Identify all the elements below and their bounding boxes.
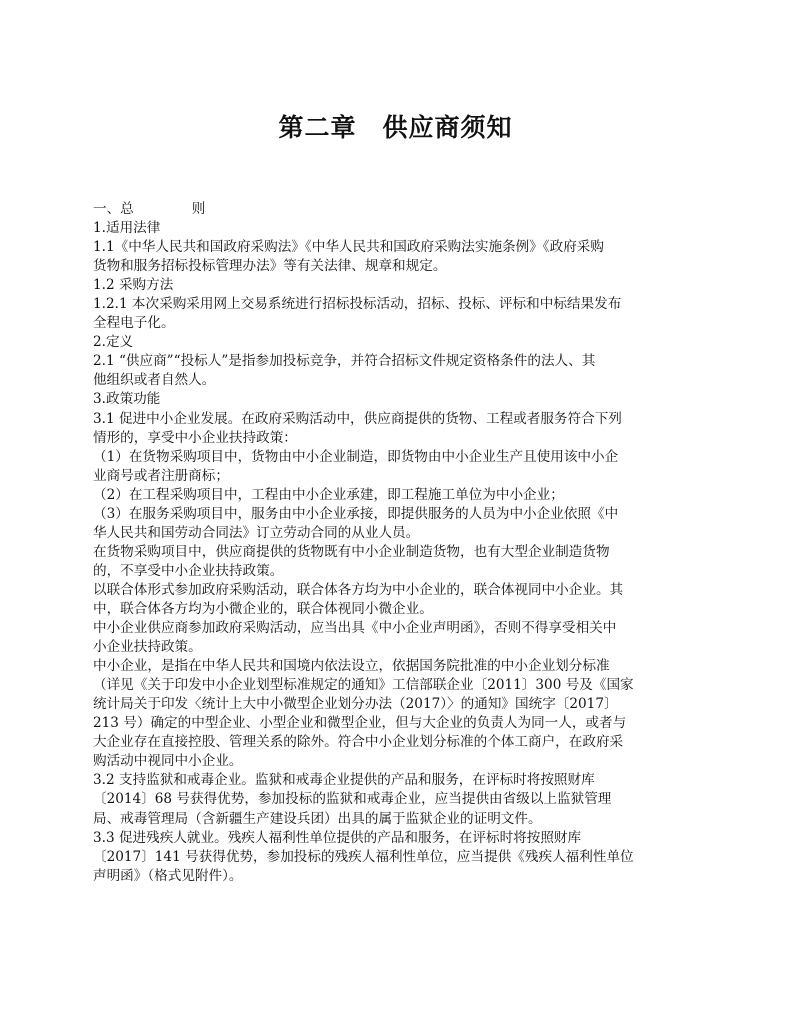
text-line: 〔2014〕68 号获得优势，参加投标的监狱和戒毒企业，应当提供由省级以上监狱管理 (93, 791, 612, 808)
text-line: 的，不享受中小企业扶持政策。 (93, 562, 284, 579)
text-line: 213 号）确定的中型企业、小型企业和微型企业，但与大企业的负责人为同一人，或者与 (93, 715, 627, 732)
text-line: 以联合体形式参加政府采购活动，联合体各方均为中小企业的，联合体视同中小企业。其 (93, 581, 624, 598)
text-line: 1.2 采购方法 (93, 277, 174, 294)
chapter-title (0, 108, 791, 144)
section-heading-part1: 一、总 (93, 201, 134, 217)
text-line: 1.1《中华人民共和国政府采购法》《中华人民共和国政府采购法实施条例》《政府采购 (93, 239, 604, 256)
text-line: 2.定义 (93, 334, 134, 351)
text-line: （3）在服务采购项目中，服务由中小企业承接，即提供服务的人员为中小企业依照《中 (93, 505, 619, 522)
text-line: 情形的，享受中小企业扶持政策： (93, 429, 297, 446)
text-line: 统计局关于印发〈统计上大中小微型企业划分办法（2017）〉的通知》国统字〔2017〕 (93, 696, 618, 713)
text-line: 他组织或者自然人。 (93, 372, 216, 389)
text-line: 全程电子化。 (93, 315, 175, 332)
text-line: 中，联合体各方均为小微企业的，联合体视同小微企业。 (93, 600, 433, 617)
document-body (93, 200, 703, 886)
text-line: 中小企业供应商参加政府采购活动，应当出具《中小企业声明函》，否则不得享受相关中 (93, 620, 617, 637)
chapter-number: 第二章 (278, 113, 357, 142)
text-line: 在货物采购项目中，供应商提供的货物既有中小企业制造货物，也有大型企业制造货物 (93, 543, 610, 560)
text-line: 局、戒毒管理局（含新疆生产建设兵团）出具的属于监狱企业的证明文件。 (93, 810, 542, 827)
text-line: 华人民共和国劳动合同法》订立劳动合同的从业人员。 (93, 524, 420, 541)
text-line: 3.3 促进残疾人就业。残疾人福利性单位提供的产品和服务，在评标时将按照财库 (93, 829, 582, 846)
text-line: 〔2017〕141 号获得优势，参加投标的残疾人福利性单位，应当提供《残疾人福利性单位 (93, 848, 634, 865)
text-line: 3.政策功能 (93, 391, 161, 408)
chapter-name: 供应商须知 (382, 113, 513, 142)
text-line: 购活动中视同中小企业。 (93, 753, 243, 770)
section-heading-part2: 则 (191, 201, 206, 217)
text-line: （1）在货物采购项目中，货物由中小企业制造，即货物由中小企业生产且使用该中小企 (93, 448, 619, 465)
text-line: 声明函》（格式见附件）。 (93, 867, 243, 884)
text-line: 3.2 支持监狱和戒毒企业。监狱和戒毒企业提供的产品和服务，在评标时将按照财库 (93, 772, 595, 789)
section-heading (93, 200, 703, 219)
text-line: 3.1 促进中小企业发展。在政府采购活动中，供应商提供的货物、工程或者服务符合下列 (93, 410, 622, 427)
text-line: 货物和服务招标投标管理办法》等有关法律、规章和规定。 (93, 258, 447, 275)
text-line: 大企业存在直接控股、管理关系的除外。符合中小企业划分标准的个体工商户，在政府采 (93, 734, 624, 751)
text-line: （详见《关于印发中小企业划型标准规定的通知》工信部联企业〔2011〕300 号及《国家 (93, 677, 634, 694)
text-line: 2.1 “供应商”“投标人”是指参加投标竞争，并符合招标文件规定资格条件的法人、其 (93, 353, 596, 370)
text-line: 业商号或者注册商标； (93, 467, 229, 484)
text-line: 中小企业，是指在中华人民共和国境内依法设立，依据国务院批准的中小企业划分标准 (93, 658, 610, 675)
text-line: 小企业扶持政策。 (93, 639, 202, 656)
text-line: （2）在工程采购项目中，工程由中小企业承建，即工程施工单位为中小企业； (93, 486, 564, 503)
text-line: 1.2.1 本次采购采用网上交易系统进行招标投标活动，招标、投标、评标和中标结果发布 (93, 296, 622, 313)
text-line: 1.适用法律 (93, 220, 161, 237)
